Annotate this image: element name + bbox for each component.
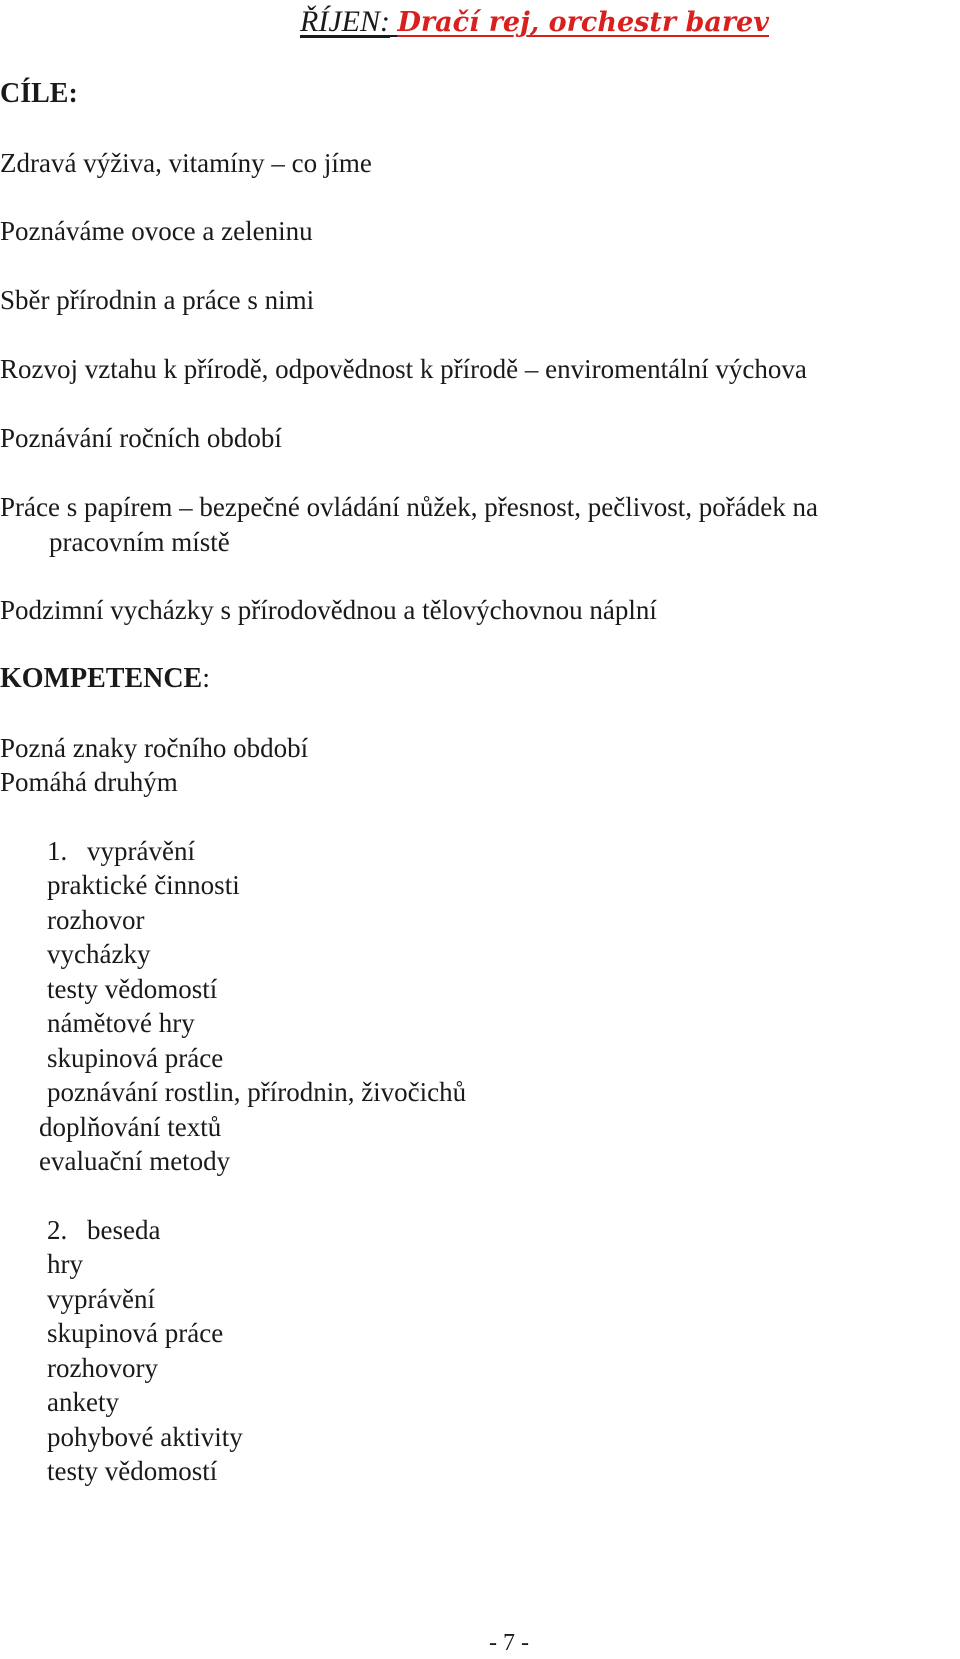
goal-item-continuation: pracovním místě bbox=[49, 527, 230, 557]
methods-list-1-first bbox=[47, 833, 195, 869]
list-item: evaluační metody bbox=[39, 1146, 231, 1176]
title-theme: Dračí rej, orchestr barev bbox=[397, 7, 769, 38]
list-item: ankety bbox=[47, 1387, 119, 1417]
goal-item: Zdravá výživa, vitamíny – co jíme bbox=[0, 148, 372, 178]
title-month: ŘÍJEN: bbox=[300, 5, 390, 38]
competences-heading-colon: : bbox=[202, 663, 211, 694]
list-item: testy vědomostí bbox=[47, 1456, 218, 1486]
list-item: vycházky bbox=[47, 939, 151, 969]
list-item: skupinová práce bbox=[47, 1318, 224, 1348]
methods-list-2-first bbox=[47, 1212, 160, 1248]
list-item: poznávání rostlin, přírodnin, živočichů bbox=[47, 1077, 467, 1107]
list-item: rozhovor bbox=[47, 905, 145, 935]
list-item: praktické činnosti bbox=[47, 870, 240, 900]
list-item: pohybové aktivity bbox=[47, 1422, 243, 1452]
competences-heading bbox=[0, 661, 210, 697]
goals-heading: CÍLE: bbox=[0, 78, 78, 109]
list-item: testy vědomostí bbox=[47, 974, 218, 1004]
page-number: - 7 - bbox=[489, 1630, 529, 1656]
goal-item: Poznáváme ovoce a zeleninu bbox=[0, 216, 313, 246]
goal-item: Práce s papírem – bezpečné ovládání nůžek, přesnost, pečlivost, pořádek na bbox=[0, 492, 818, 522]
goal-item: Podzimní vycházky s přírodovědnou a tělovýchovnou náplní bbox=[0, 595, 657, 625]
list-item: námětové hry bbox=[47, 1008, 195, 1038]
competence-item: Pomáhá druhým bbox=[0, 767, 178, 797]
list-number: 1. bbox=[47, 836, 68, 866]
list-number: 2. bbox=[47, 1215, 68, 1245]
competences-heading-text: KOMPETENCE bbox=[0, 663, 203, 694]
goal-item: Poznávání ročních období bbox=[0, 423, 282, 453]
list-item: rozhovory bbox=[47, 1353, 158, 1383]
list-item: doplňování textů bbox=[39, 1112, 222, 1142]
list-item: beseda bbox=[87, 1215, 161, 1245]
goal-item: Sběr přírodnin a práce s nimi bbox=[0, 285, 315, 315]
competence-item: Pozná znaky ročního období bbox=[0, 733, 309, 763]
page-title bbox=[300, 2, 769, 43]
list-item: skupinová práce bbox=[47, 1043, 224, 1073]
list-item: vyprávění bbox=[87, 836, 195, 866]
list-item: hry bbox=[47, 1249, 83, 1279]
goal-item: Rozvoj vztahu k přírodě, odpovědnost k přírodě – enviromentální výchova bbox=[0, 354, 807, 384]
list-item: vyprávění bbox=[47, 1284, 155, 1314]
